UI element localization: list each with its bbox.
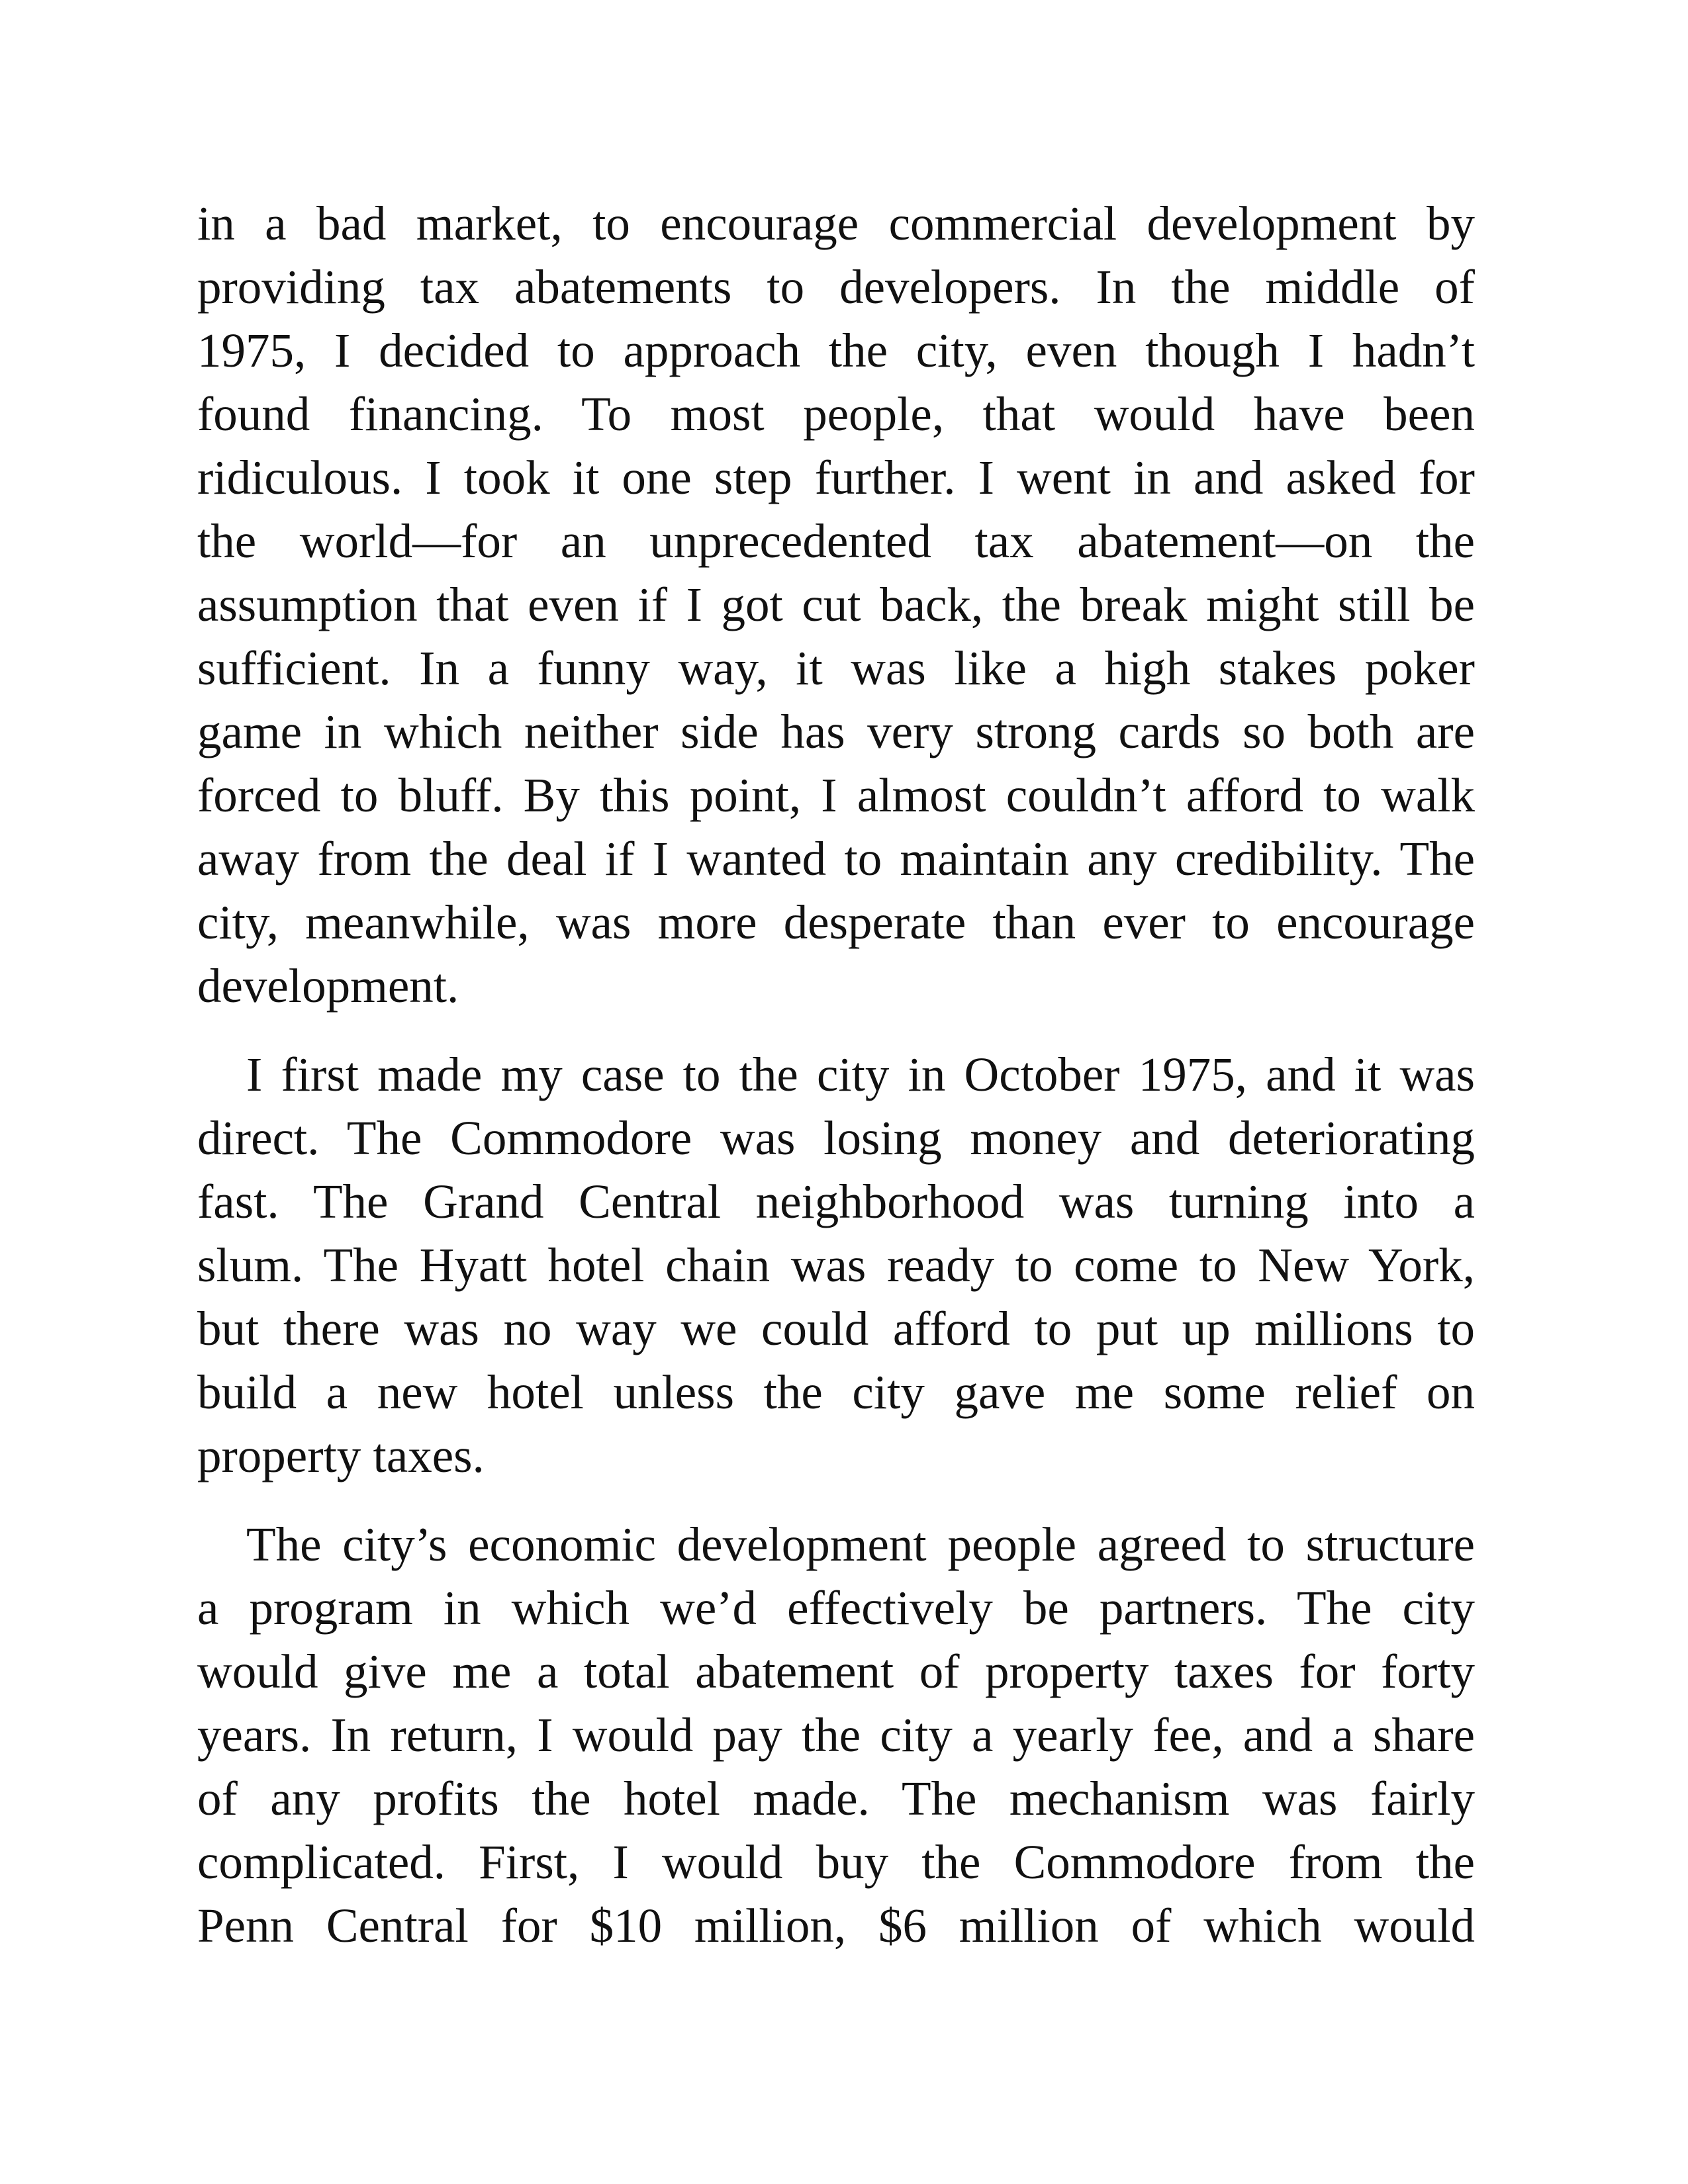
text-line: forced to bluff. By this point, I almost couldn’t afford to walk [197,768,1475,822]
text-line: property taxes. [197,1429,485,1482]
text-line: would give me a total abatement of property taxes for forty [197,1645,1475,1698]
text-line: in a bad market, to encourage commercial development by [197,197,1475,250]
text-line: Penn Central for $10 million, $6 million of which would [197,1899,1475,1952]
text-line: providing tax abatements to developers. In the middle of [197,260,1475,314]
text-line: 1975, I decided to approach the city, even though I hadn’t [197,324,1475,377]
text-line: fast. The Grand Central neighborhood was turning into a [197,1175,1475,1228]
text-line: years. In return, I would pay the city a yearly fee, and a share [197,1708,1475,1762]
text-line: city, meanwhile, was more desperate than ever to encourage [197,895,1475,949]
text-line: but there was no way we could afford to put up millions to [197,1302,1475,1355]
text-line: of any profits the hotel made. The mechanism was fairly [197,1772,1475,1825]
text-line: game in which neither side has very strong cards so both are [197,705,1475,758]
text-line: I first made my case to the city in October 1975, and it was [246,1048,1475,1101]
text-line: the world—for an unprecedented tax abatement—on the [197,514,1475,568]
text-line: direct. The Commodore was losing money and deteriorating [197,1111,1475,1165]
text-line: build a new hotel unless the city gave me some relief on [197,1365,1475,1419]
body-text [197,192,1475,1958]
text-line: development. [197,959,459,1013]
text-line: found financing. To most people, that would have been [197,387,1475,441]
text-line: slum. The Hyatt hotel chain was ready to come to New York, [197,1238,1475,1292]
text-line: complicated. First, I would buy the Commodore from the [197,1835,1475,1889]
text-line: assumption that even if I got cut back, the break might still be [197,578,1475,631]
text-line: a program in which we’d effectively be partners. The city [197,1581,1475,1635]
paragraph-3 [197,1513,1475,1958]
text-line: away from the deal if I wanted to maintain any credibility. The [197,832,1475,886]
text-line: The city’s economic development people agreed to structure [246,1518,1475,1571]
paragraph-2 [197,1043,1475,1488]
text-line: ridiculous. I took it one step further. I went in and asked for [197,451,1475,504]
paragraph-1 [197,192,1475,1018]
text-line: sufficient. In a funny way, it was like a high stakes poker [197,641,1475,695]
